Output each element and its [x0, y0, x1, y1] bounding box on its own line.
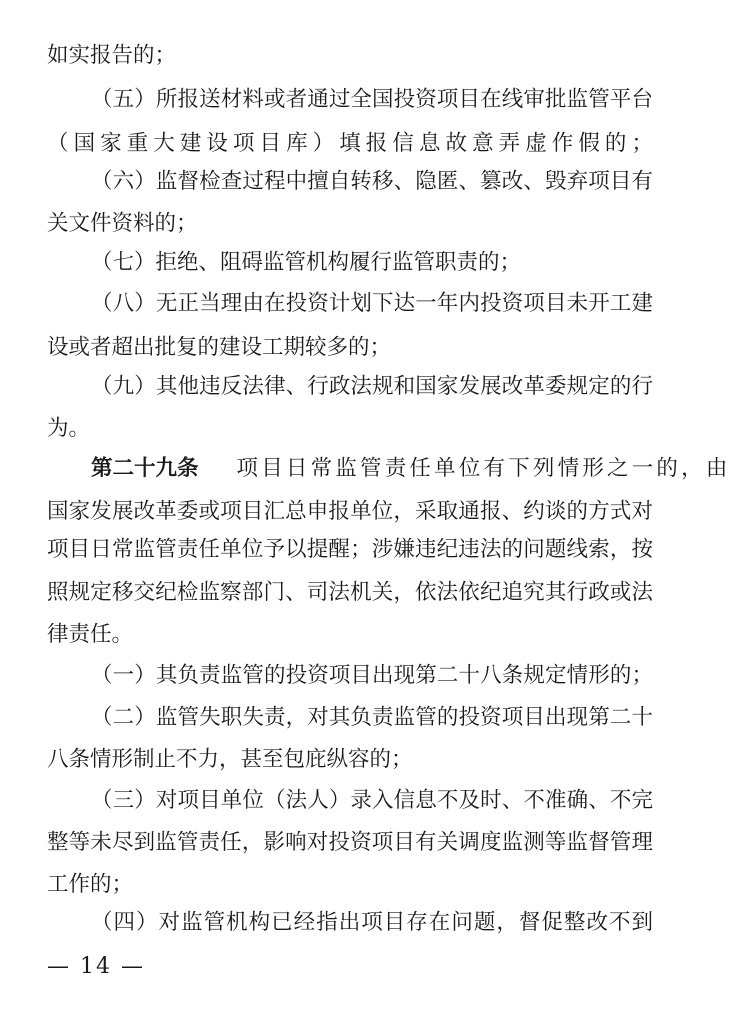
- text-line: 八条情形制止不力，甚至包庇纵容的；: [47, 747, 413, 772]
- text-line: （二）监管失职失责，对其负责监管的投资项目出现第二十: [91, 705, 653, 730]
- article-number: 第二十九条: [91, 456, 199, 481]
- text-line: 律责任。: [47, 622, 134, 647]
- article-29-first-line: [91, 454, 731, 484]
- text-line: 设或者超出批复的建设工期较多的；: [47, 335, 392, 360]
- article-text: 项目日常监管责任单位有下列情形之一的，由: [236, 456, 731, 481]
- text-line: （九）其他违反法律、行政法规和国家发展改革委规定的行: [91, 374, 653, 399]
- text-line: 国家发展改革委或项目汇总申报单位，采取通报、约谈的方式对: [47, 499, 653, 524]
- text-line: 工作的；: [47, 872, 134, 897]
- text-line: 为。: [47, 416, 91, 441]
- text-line: （六）监督检查过程中擅自转移、隐匿、篡改、毁弃项目有: [91, 169, 653, 194]
- text-line: （四）对监管机构已经指出项目存在问题，督促整改不到: [91, 910, 653, 935]
- text-line: 关文件资料的；: [47, 211, 198, 236]
- text-line: 整等未尽到监管责任，影响对投资项目有关调度监测等监督管理: [47, 830, 653, 855]
- text-line: （一）其负责监管的投资项目出现第二十八条规定情形的；: [91, 663, 653, 688]
- text-line: 如实报告的；: [47, 43, 177, 68]
- text-line: （三）对项目单位（法人）录入信息不及时、不准确、不完: [91, 788, 653, 813]
- page-number: — 14 —: [47, 954, 145, 979]
- text-line: （七）拒绝、阻碍监管机构履行监管职责的；: [91, 250, 522, 275]
- text-line: 项目日常监管责任单位予以提醒；涉嫌违纪违法的问题线索，按: [47, 537, 653, 562]
- text-line: （五）所报送材料或者通过全国投资项目在线审批监管平台: [91, 87, 653, 112]
- text-line: 照规定移交纪检监察部门、司法机关，依法依纪追究其行政或法: [47, 580, 653, 605]
- text-line: （八）无正当理由在投资计划下达一年内投资项目未开工建: [91, 291, 653, 316]
- text-line: （国家重大建设项目库）填报信息故意弄虚作假的；: [47, 131, 653, 156]
